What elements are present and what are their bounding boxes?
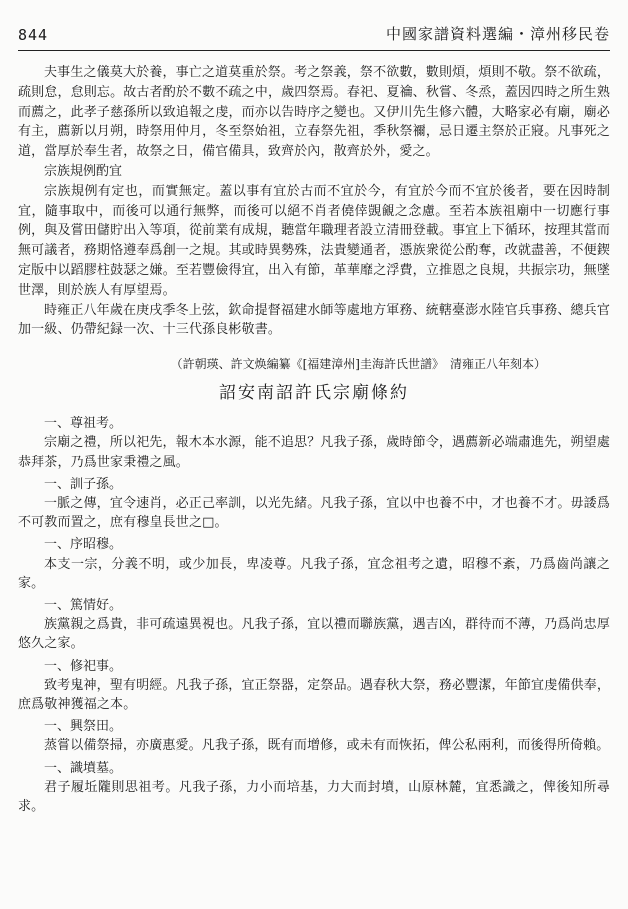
rule-item-text: 族黨親之爲貴，非可疏遠異視也。凡我子孫，宜以禮而聯族黨，遇吉凶，群待而不薄，乃爲尚忠厚悠久之家。 (18, 617, 610, 652)
rule-item (18, 535, 610, 593)
section-subheading: 宗族規例酌宜 (44, 163, 123, 179)
page-number: 844 (18, 26, 49, 44)
rule-item-text: 宗廟之禮，所以祀先，報木本水源，能不追思？凡我子孫，歲時節令，遇薦新必端肅進先，朔望處恭拜茶，乃爲世家秉禮之風。 (18, 435, 610, 470)
source-citation: （許朝瑛、許文焕編纂《[福建漳州]圭海許氏世譜》 清雍正八年刻本） (170, 357, 546, 372)
page-header (18, 18, 610, 44)
rule-item-text: 一脈之傳，宜令速肖，必正己率訓，以光先緒。凡我子孫，宜以中也養不中，才也養不才。毋諉爲不可教而置之，庶有穆皇長世之□。 (18, 495, 610, 531)
rule-item (18, 596, 610, 654)
document-title: 詔安南詔許氏宗廟條約 (219, 383, 409, 404)
header-rule (18, 50, 610, 51)
rule-item-title: 一、篤情好。 (44, 597, 123, 613)
rule-item (18, 657, 610, 715)
rule-item-title: 一、興祭田。 (44, 719, 123, 735)
paragraph: 夫事生之儀莫大於養，事亡之道莫重於祭。考之祭義，祭不欲數，數則煩，煩則不敬。祭不欲疏，疏則怠，怠則忘。故古者酌於不數不疏之中，歲四祭焉。春祀、夏禴、秋嘗、冬烝，蓋因四時之所生熟而薦之，此孝子慈孫所以致追報之虔，而亦以告時序之變也。又伊川先生修六體，大略家必有廟，廟必有主，薦新以月朔，時祭用仲月，冬至祭始祖，立春祭先祖，季秋祭禰，忌日遷主祭於正寢。凡事死之道，當厚於奉生者，故祭之日，備官備具，致齊於內，散齊於外，愛之。 (18, 65, 610, 160)
paragraph: 時雍正八年歲在庚戌季冬上弦，欽命提督福建水師等處地方軍務、統轄臺澎水陸官兵事務、總兵官加一級、仍帶紀録一次、十三代孫良彬敬書。 (18, 302, 610, 338)
rule-item (18, 475, 610, 533)
rule-item-text: 本支一宗，分義不明，或少加長，卑凌尊。凡我子孫，宜念祖考之遺，昭穆不紊，乃爲齒尚讓之家。 (18, 556, 610, 591)
rule-item-text: 君子履坵隴則思祖考。凡我子孫，力小而培基，力大而封墳，山原林麓，宜悉識之，俾後知所尋求。 (18, 779, 610, 815)
rule-item-title: 一、識墳墓。 (44, 760, 123, 776)
rule-item-text: 蒸嘗以備祭掃，亦廣惠愛。凡我子孫，既有而增修，或未有而恢拓，俾公私兩利，而後得所倚賴。 (44, 738, 610, 754)
page-content (18, 63, 610, 816)
rule-item-title: 一、序昭穆。 (44, 537, 123, 553)
rule-item-title: 一、訓子孫。 (44, 476, 123, 492)
rule-item-text: 致考鬼神，聖有明經。凡我子孫，宜正祭器，定祭品。遇春秋大祭，務必豐潔，年節宜虔備供奉，庶爲敬神獲福之本。 (18, 677, 610, 712)
rule-item (18, 759, 610, 817)
rule-item (18, 414, 610, 472)
book-title: 中國家譜資料選編・漳州移民卷 (385, 25, 610, 43)
rule-item-title: 一、尊祖考。 (44, 416, 123, 432)
rule-item (18, 717, 610, 755)
rule-item-title: 一、修祀事。 (44, 658, 123, 674)
paragraph: 宗族規例有定也，而實無定。蓋以事有宜於古而不宜於今，有宜於今而不宜於後者，要在因時制宜，隨事取中，而後可以通行無弊，而後可以絕不肖者僥倖覬覦之念慮。至若本族祖廟中一切應行事例，與及嘗田儲貯出入等項，從前業有成規，聽當年職理者設立清冊登載。事宜上下循环，按理其當而無可議者，務期恪遵奉爲創一之規。其或時異勢殊，法貴變通者，憑族衆從公酌奪，改就盡善，不便鍥定版中以蹈膠柱鼓瑟之嫌。至若豐儉得宜，出入有節，革華靡之浮費，立推恩之良規，共振宗功，無墜世澤，則於族人有厚望焉。 (18, 183, 610, 298)
